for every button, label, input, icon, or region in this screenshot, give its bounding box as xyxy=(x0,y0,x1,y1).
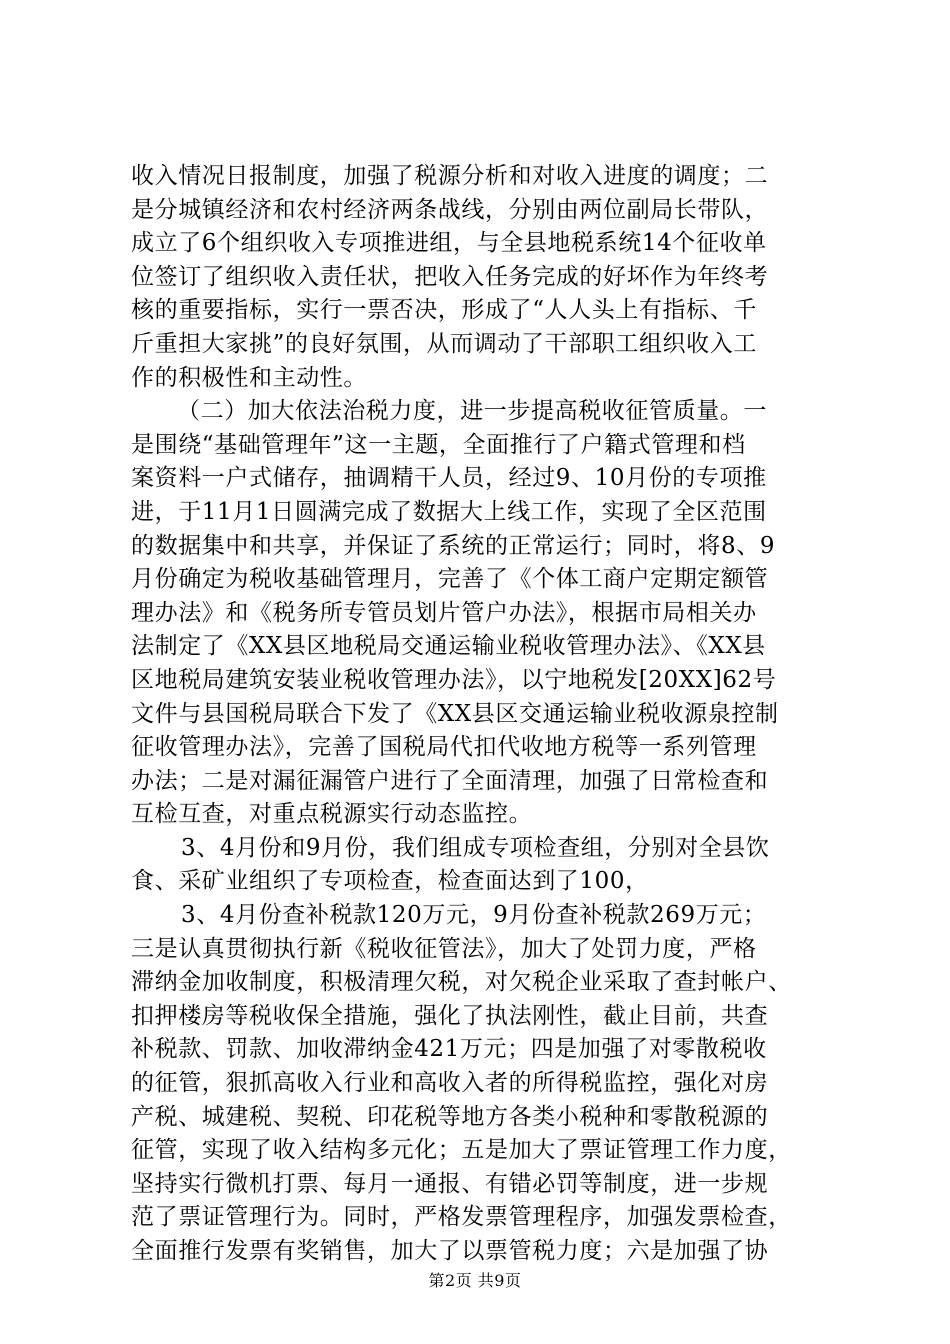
paragraph-line: （二）加大依法治税力度，进一步提高税收征管质量。一 xyxy=(177,398,767,425)
paragraph-line: 案资料一户式储存，抽调精干人员，经过9、10月份的专项推 xyxy=(131,465,767,492)
paragraph-line: 办法；二是对漏征漏管户进行了全面清理，加强了日常检查和 xyxy=(131,767,769,794)
paragraph-line: 斤重担大家挑”的良好氛围，从而调动了干部职工组织收入工 xyxy=(131,330,757,357)
paragraph-line: 三是认真贯彻执行新《税收征管法》，加大了处罚力度，严格 xyxy=(131,935,757,962)
paragraph-line: 位签订了组织收入责任状，把收入任务完成的好坏作为年终考 xyxy=(131,263,769,290)
paragraph-line: 理办法》和《税务所专管员划片管户办法》，根据市局相关办 xyxy=(131,599,757,626)
paragraph-line: 收入情况日报制度，加强了税源分析和对收入进度的调度；二 xyxy=(131,163,769,189)
document-body xyxy=(131,160,831,1269)
paragraph-line: 范了票证管理行为。同时，严格发票管理程序，加强发票检查， xyxy=(131,1204,792,1231)
paragraph-line: 核的重要指标，实行一票否决，形成了“人人头上有指标、千 xyxy=(131,297,757,324)
paragraph-line: 互检互查，对重点税源实行动态监控。 xyxy=(131,801,533,828)
paragraph-line: 作的积极性和主动性。 xyxy=(131,364,367,391)
paragraph-line: 征管，实现了收入结构多元化；五是加大了票证管理工作力度， xyxy=(131,1137,792,1164)
paragraph-line: 3、4月份和9月份，我们组成专项检查组，分别对全县饮 xyxy=(181,834,770,861)
paragraph-line: 的征管，狠抓高收入行业和高收入者的所得税监控，强化对房 xyxy=(131,1070,769,1097)
paragraph-line: 进，于11月1日圆满完成了数据大上线工作，实现了全区范围 xyxy=(131,498,767,525)
paragraph-line: 是分城镇经济和农村经济两条战线，分别由两位副局长带队， xyxy=(131,196,769,223)
paragraph-line: 补税款、罚款、加收滞纳金421万元；四是加强了对零散税收 xyxy=(131,1036,767,1063)
paragraph-line: 扣押楼房等税收保全措施，强化了执法刚性，截止目前，共查 xyxy=(131,1002,769,1029)
paragraph-line: 产税、城建税、契税、印花税等地方各类小税种和零散税源的 xyxy=(131,1103,769,1130)
paragraph-line: 的数据集中和共享，并保证了系统的正常运行；同时，将8、9 xyxy=(131,532,776,559)
paragraph-line: 全面推行发票有奖销售，加大了以票管税力度；六是加强了协 xyxy=(131,1238,769,1264)
paragraph-line: 成立了6个组织收入专项推进组，与全县地税系统14个征收单 xyxy=(131,230,767,257)
paragraph-line: 是围绕“基础管理年”这一主题，全面推行了户籍式管理和档 xyxy=(131,431,746,458)
paragraph-line: 食、采矿业组织了专项检查，检查面达到了100， xyxy=(131,868,649,895)
paragraph-line: 坚持实行微机打票、每月一通报、有错必罚等制度，进一步规 xyxy=(131,1170,769,1197)
paragraph-line: 区地税局建筑安装业税收管理办法》，以宁地税发[20XX]62号 xyxy=(131,666,777,693)
page-footer: 第2页 共9页 xyxy=(428,1271,522,1290)
paragraph-line: 月份确定为税收基础管理月，完善了《个体工商户定期定额管 xyxy=(131,566,769,593)
paragraph-line: 滞纳金加收制度，积极清理欠税，对欠税企业采取了查封帐户、 xyxy=(131,969,792,996)
paragraph-line: 3、4月份查补税款120万元，9月份查补税款269万元； xyxy=(181,902,767,929)
paragraph-line: 法制定了《XX县区地税局交通运输业税收管理办法》、《XX县 xyxy=(131,633,766,660)
paragraph-line: 文件与县国税局联合下发了《XX县区交通运输业税收源泉控制 xyxy=(131,700,779,727)
paragraph-line: 征收管理办法》，完善了国税局代扣代收地方税等一系列管理 xyxy=(131,734,757,761)
